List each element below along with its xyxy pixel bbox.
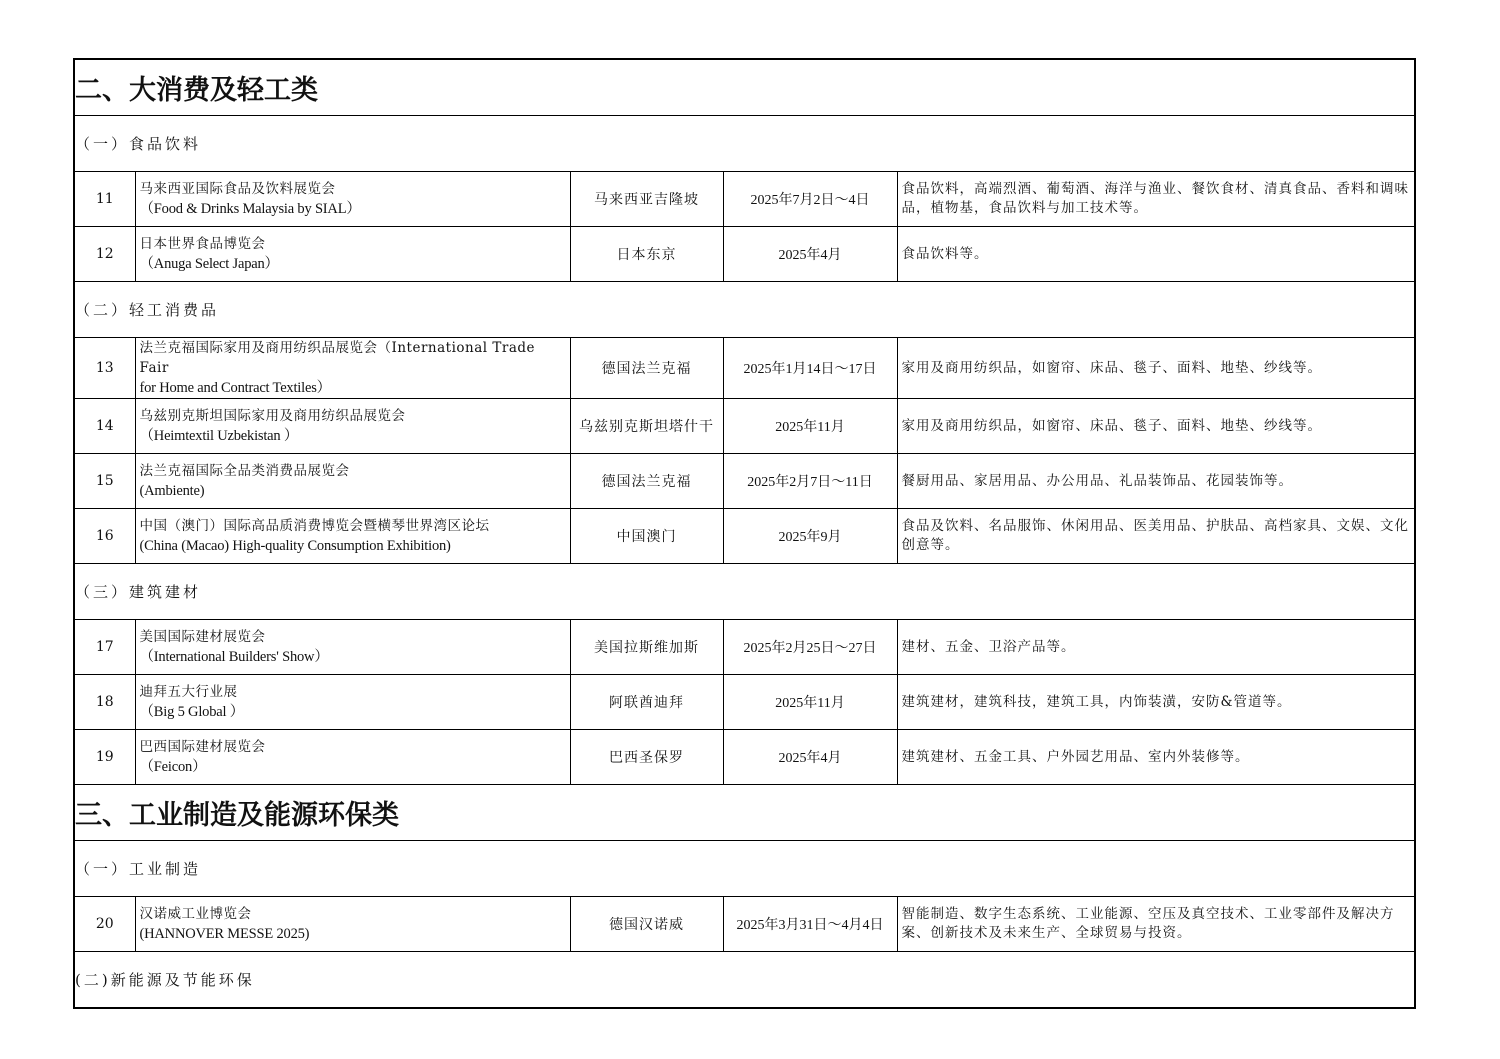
exhibition-location: 德国汉诺威	[570, 897, 723, 952]
exhibition-date-text: 2025年7月2日～4日	[750, 193, 870, 208]
item-number: 13	[74, 338, 135, 399]
table-row	[74, 675, 1415, 730]
exhibition-date	[723, 730, 897, 785]
table-row	[74, 338, 1415, 399]
exhibition-date-text: 2025年4月	[778, 751, 842, 766]
item-number: 16	[74, 509, 135, 564]
exhibition-date	[723, 675, 897, 730]
exhibition-location: 阿联酋迪拜	[570, 675, 723, 730]
exhibition-name-cell	[135, 509, 570, 564]
exhibition-name-zh: 马来西亚国际食品及饮料展览会	[139, 181, 336, 197]
exhibition-scope: 餐厨用品、家居用品、办公用品、礼品装饰品、花园装饰等。	[897, 454, 1415, 509]
subsection-header-row	[74, 282, 1415, 338]
exhibition-location: 马来西亚吉隆坡	[570, 172, 723, 227]
exhibition-name-en: （Food & Drinks Malaysia by SIAL）	[139, 201, 361, 217]
subsection-header-row	[74, 564, 1415, 620]
exhibition-name-en: （Anuga Select Japan）	[139, 256, 279, 272]
exhibition-scope: 智能制造、数字生态系统、工业能源、空压及真空技术、工业零部件及解决方案、创新技术及未来生产、全球贸易与投资。	[897, 897, 1415, 952]
table-body	[74, 59, 1415, 1008]
section-title: 二、大消费及轻工类	[74, 59, 1415, 116]
exhibition-table	[73, 58, 1416, 1009]
exhibition-date-text: 2025年9月	[778, 530, 842, 545]
item-number: 20	[74, 897, 135, 952]
item-number: 15	[74, 454, 135, 509]
exhibition-date	[723, 172, 897, 227]
exhibition-name-zh: 中国（澳门）国际高品质消费博览会暨横琴世界湾区论坛	[139, 518, 490, 534]
exhibition-name-en: (HANNOVER MESSE 2025)	[139, 926, 310, 942]
exhibition-name-en: (China (Macao) High-quality Consumption Exhibition)	[139, 538, 451, 554]
item-number: 17	[74, 620, 135, 675]
exhibition-date	[723, 338, 897, 399]
exhibition-date-text: 2025年3月31日～4月4日	[736, 918, 884, 933]
exhibition-location: 美国拉斯维加斯	[570, 620, 723, 675]
exhibition-name-cell	[135, 897, 570, 952]
section-title: 三、工业制造及能源环保类	[74, 785, 1415, 841]
exhibition-name-cell	[135, 675, 570, 730]
table-row	[74, 509, 1415, 564]
exhibition-location: 巴西圣保罗	[570, 730, 723, 785]
subsection-title: （一）工业制造	[74, 841, 1415, 897]
subsection-title: （一）食品饮料	[74, 116, 1415, 172]
exhibition-name-cell	[135, 172, 570, 227]
exhibition-scope: 家用及商用纺织品，如窗帘、床品、毯子、面料、地垫、纱线等。	[897, 399, 1415, 454]
subsection-title: (二)新能源及节能环保	[74, 952, 1415, 1009]
table-row	[74, 730, 1415, 785]
table-row	[74, 620, 1415, 675]
subsection-title: （二）轻工消费品	[74, 282, 1415, 338]
exhibition-date-text: 2025年11月	[775, 696, 845, 711]
exhibition-name-en: for Home and Contract Textiles）	[139, 380, 331, 396]
exhibition-location: 中国澳门	[570, 509, 723, 564]
exhibition-date	[723, 454, 897, 509]
exhibition-location: 乌兹别克斯坦塔什干	[570, 399, 723, 454]
exhibition-name-en: （Heimtextil Uzbekistan ）	[139, 428, 299, 444]
exhibition-scope: 建筑建材，建筑科技，建筑工具，内饰装潢，安防&管道等。	[897, 675, 1415, 730]
table-row	[74, 897, 1415, 952]
exhibition-name-cell	[135, 227, 570, 282]
exhibition-name-cell	[135, 399, 570, 454]
exhibition-scope: 食品及饮料、名品服饰、休闲用品、医美用品、护肤品、高档家具、文娱、文化创意等。	[897, 509, 1415, 564]
exhibition-location: 德国法兰克福	[570, 454, 723, 509]
exhibition-location: 德国法兰克福	[570, 338, 723, 399]
exhibition-scope: 家用及商用纺织品，如窗帘、床品、毯子、面料、地垫、纱线等。	[897, 338, 1415, 399]
exhibition-name-en: （International Builders' Show）	[139, 649, 329, 665]
exhibition-name-zh: 法兰克福国际全品类消费品展览会	[139, 463, 350, 479]
table-row	[74, 399, 1415, 454]
subsection-header-row	[74, 116, 1415, 172]
exhibition-name-zh: 巴西国际建材展览会	[139, 739, 266, 755]
exhibition-date	[723, 620, 897, 675]
table-row	[74, 454, 1415, 509]
exhibition-name-zh: 日本世界食品博览会	[139, 236, 266, 252]
exhibition-date	[723, 399, 897, 454]
exhibition-date-text: 2025年1月14日～17日	[743, 362, 877, 377]
exhibition-date-text: 2025年2月7日～11日	[747, 475, 873, 490]
exhibition-name-zh: 法兰克福国际家用及商用纺织品展览会（International Trade Fair	[139, 340, 535, 376]
exhibition-date-text: 2025年11月	[775, 420, 845, 435]
exhibition-name-zh: 美国国际建材展览会	[139, 629, 266, 645]
exhibition-scope: 建材、五金、卫浴产品等。	[897, 620, 1415, 675]
subsection-header-row	[74, 841, 1415, 897]
exhibition-name-cell	[135, 620, 570, 675]
exhibition-name-en: (Ambiente)	[139, 483, 205, 499]
exhibition-name-zh: 乌兹别克斯坦国际家用及商用纺织品展览会	[139, 408, 406, 424]
exhibition-name-en: （Big 5 Global ）	[139, 704, 245, 720]
exhibition-name-cell	[135, 454, 570, 509]
exhibition-date	[723, 897, 897, 952]
item-number: 18	[74, 675, 135, 730]
item-number: 14	[74, 399, 135, 454]
exhibition-scope: 建筑建材、五金工具、户外园艺用品、室内外装修等。	[897, 730, 1415, 785]
subsection-header-row	[74, 952, 1415, 1009]
exhibition-date-text: 2025年4月	[778, 248, 842, 263]
item-number: 19	[74, 730, 135, 785]
subsection-title: （三）建筑建材	[74, 564, 1415, 620]
table-row	[74, 227, 1415, 282]
exhibition-name-cell	[135, 730, 570, 785]
section-header-row	[74, 785, 1415, 841]
exhibition-name-cell	[135, 338, 570, 399]
exhibition-scope: 食品饮料，高端烈酒、葡萄酒、海洋与渔业、餐饮食材、清真食品、香料和调味品，植物基，食品饮料与加工技术等。	[897, 172, 1415, 227]
exhibition-date	[723, 227, 897, 282]
item-number: 12	[74, 227, 135, 282]
item-number: 11	[74, 172, 135, 227]
exhibition-name-zh: 汉诺威工业博览会	[139, 906, 252, 922]
section-header-row	[74, 59, 1415, 116]
exhibition-scope: 食品饮料等。	[897, 227, 1415, 282]
exhibition-name-en: （Feicon）	[139, 759, 207, 775]
exhibition-date-text: 2025年2月25日～27日	[743, 641, 877, 656]
exhibition-name-zh: 迪拜五大行业展	[139, 684, 238, 700]
exhibition-date	[723, 509, 897, 564]
table-row	[74, 172, 1415, 227]
exhibition-location: 日本东京	[570, 227, 723, 282]
